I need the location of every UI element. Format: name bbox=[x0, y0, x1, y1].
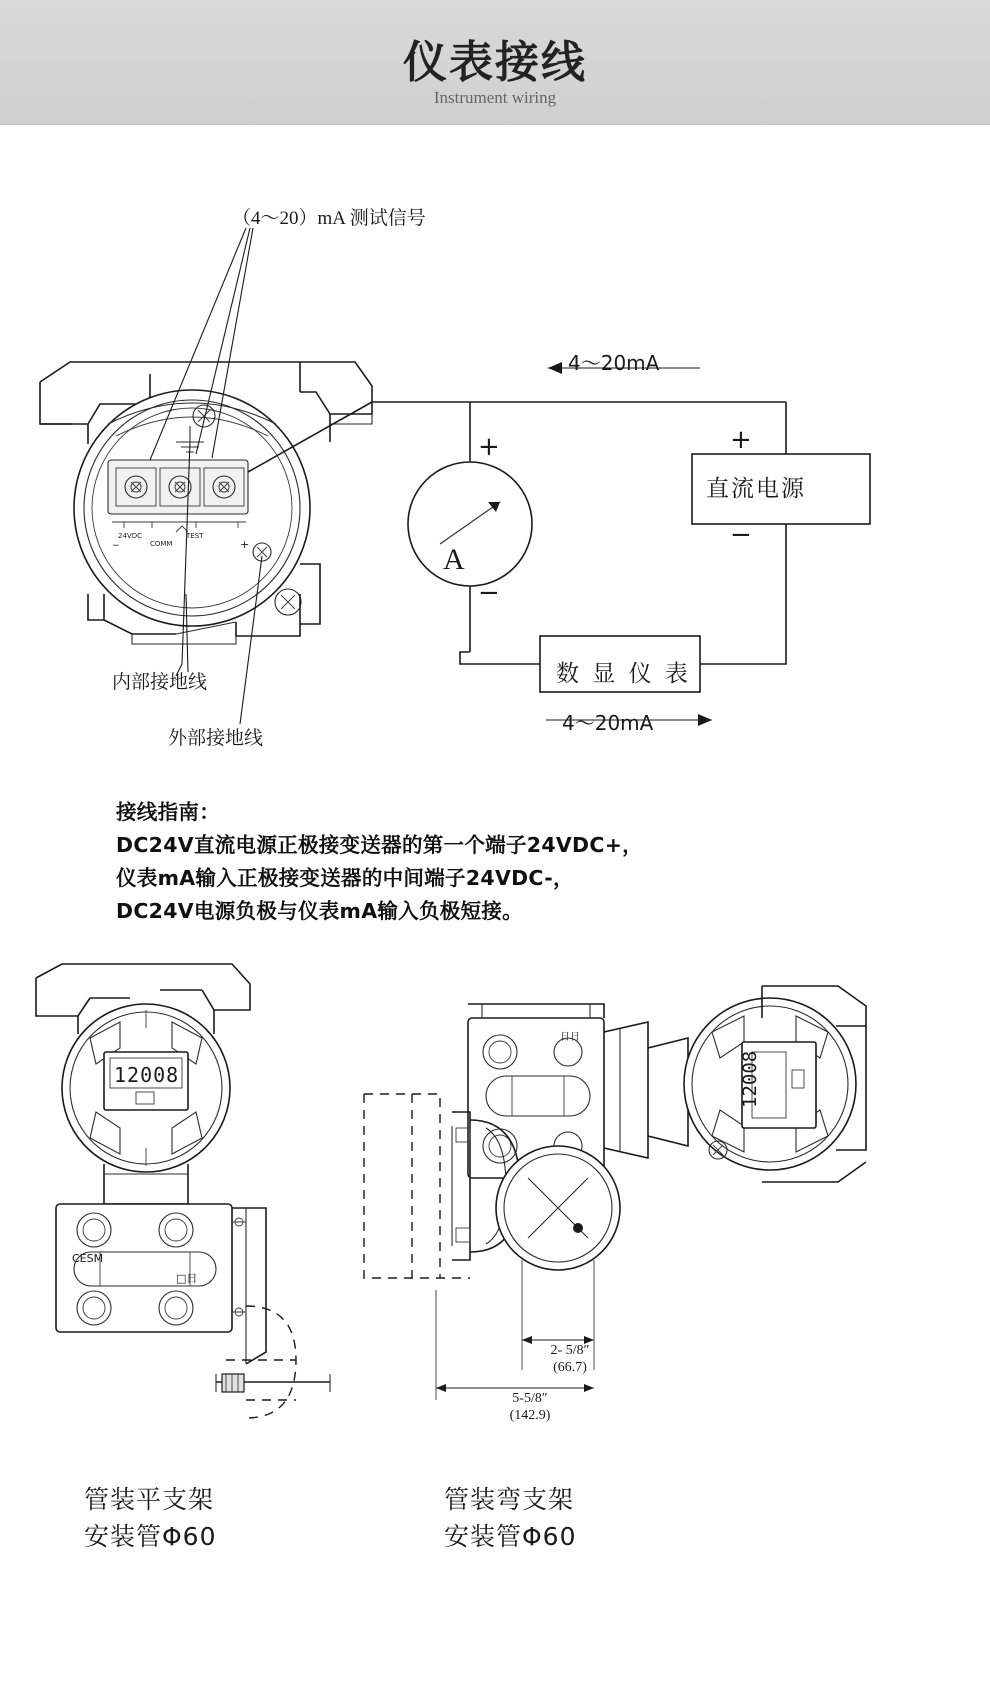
svg-text:CESM: CESM bbox=[72, 1252, 104, 1265]
dimension-large-line-2: (142.9) bbox=[509, 1408, 551, 1423]
svg-text:TEST: TEST bbox=[186, 532, 204, 540]
caption-bent-bracket-line-1: 管装弯支架 bbox=[444, 1485, 575, 1514]
current-top-label: 4～20mA bbox=[568, 351, 660, 375]
dimension-small-line-1: 2- 5/8″ bbox=[550, 1343, 590, 1358]
caption-flat-bracket bbox=[84, 1481, 217, 1555]
display-value-right-text: 12008 bbox=[739, 1050, 761, 1108]
svg-text:24VDC: 24VDC bbox=[118, 532, 142, 540]
display-value-left-text: 12008 bbox=[114, 1063, 180, 1087]
page-subtitle: Instrument wiring bbox=[433, 88, 557, 107]
digital-meter-label: 数 显 仪 表 bbox=[556, 661, 691, 687]
svg-text:COMM: COMM bbox=[150, 540, 173, 548]
dimension-large-line-1: 5-5/8″ bbox=[512, 1391, 548, 1406]
bent-bracket-assembly bbox=[364, 986, 866, 1400]
current-bottom-label: 4～20mA bbox=[562, 711, 654, 735]
svg-text:日日: 日日 bbox=[560, 1032, 580, 1043]
ammeter-label: A bbox=[443, 543, 465, 576]
dc-source-label: 直流电源 bbox=[706, 476, 806, 502]
caption-bent-bracket-line-2: 安装管Φ60 bbox=[444, 1522, 577, 1551]
inner-ground-label: 内部接地线 bbox=[112, 672, 208, 693]
caption-flat-bracket-line-2: 安装管Φ60 bbox=[84, 1522, 217, 1551]
outer-ground-label: 外部接地线 bbox=[168, 728, 264, 749]
ammeter-plus-sign: + bbox=[478, 432, 500, 462]
svg-text:□日: □日 bbox=[176, 1272, 198, 1285]
svg-text:−: − bbox=[112, 541, 120, 551]
flat-bracket-assembly bbox=[36, 964, 330, 1418]
dc-plus-sign: + bbox=[730, 425, 752, 455]
caption-flat-bracket-line-1: 管装平支架 bbox=[84, 1485, 215, 1514]
dimension-small bbox=[520, 1342, 620, 1376]
dc-minus-sign: − bbox=[730, 520, 752, 550]
ammeter-minus-sign: − bbox=[478, 578, 500, 608]
mounting-drawings bbox=[0, 960, 990, 1520]
transmitter-housing bbox=[40, 362, 372, 644]
test-signal-label: （4～20）mA 测试信号 bbox=[232, 208, 426, 229]
wiring-guide-title: 接线指南： bbox=[116, 800, 220, 824]
dimension-large bbox=[470, 1390, 590, 1424]
wiring-guide-line-3: DC24V电源负极与仪表mA输入负极短接。 bbox=[116, 899, 523, 923]
wiring-guide-line-1: DC24V直流电源正极接变送器的第一个端子24VDC+， bbox=[116, 833, 643, 857]
wiring-guide-line-2: 仪表mA输入正极接变送器的中间端子24VDC-， bbox=[116, 866, 574, 890]
page-title: 仪表接线 bbox=[403, 37, 587, 88]
svg-text:+: + bbox=[240, 538, 250, 551]
wiring-guide bbox=[116, 796, 836, 928]
dimension-small-line-2: (66.7) bbox=[553, 1360, 587, 1375]
caption-bent-bracket bbox=[444, 1481, 577, 1555]
page-header bbox=[0, 0, 990, 125]
